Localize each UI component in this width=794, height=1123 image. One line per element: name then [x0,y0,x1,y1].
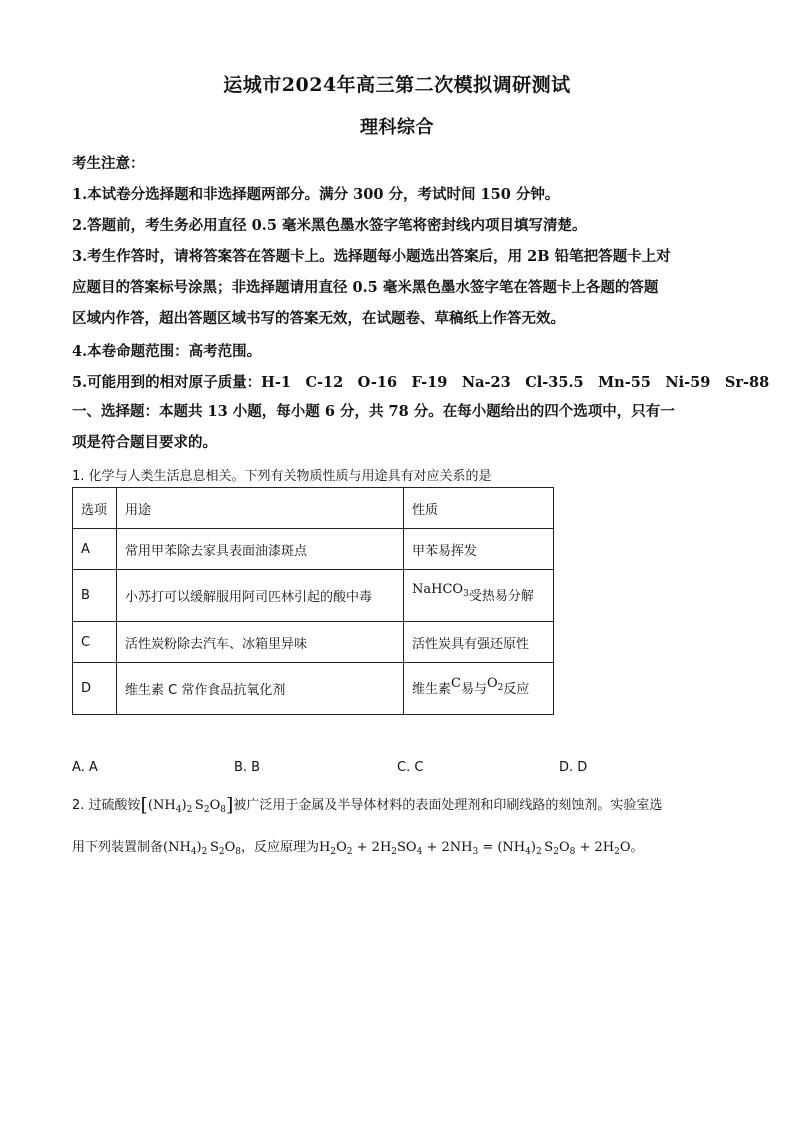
notice-item-2: 2.答题前，考生务必用直径 0.5 毫米黑色墨水签字笔将密封线内项目填写清楚。 [72,217,587,234]
property-text: 维生素 [412,682,452,697]
row-use: 小苏打可以缓解服用阿司匹林引起的酸中毒 [117,570,404,622]
notice-heading: 考生注意： [72,155,145,172]
row-option: C [73,622,117,663]
question-2-line-2 [72,836,732,857]
row-option: B [73,570,117,622]
table-row [73,663,554,715]
row-option: D [73,663,117,715]
choice-d[interactable]: D. D [559,760,588,775]
question-1-stem: 1. 化学与人类生活息息相关。下列有关物质性质与用途具有对应关系的是 [72,469,492,484]
header-option: 选项 [73,488,117,529]
section-heading-cont: 项是符合题目要求的。 [72,434,217,451]
q2-text: ，反应原理为 [241,840,320,855]
table-row [73,570,554,622]
row-property: 活性炭具有强还原性 [404,622,554,663]
notice-item-3-cont: 应题目的答案标号涂黑；非选择题请用直径 0.5 毫米黑色墨水签字笔在答题卡上各题的答题 [72,279,659,296]
row-property [404,663,554,715]
section-heading: 一、选择题：本题共 13 小题，每小题 6 分，共 78 分。在每小题给出的四个选项中，只有一 [72,403,675,420]
q2-text: 2. 过硫酸铵 [72,798,141,813]
table-row [73,622,554,663]
property-text: 受热易分解 [468,589,534,604]
formula-ammonium-persulfate: $(NH_4)_2$ $S_2O_8$ [163,840,242,857]
table-header-row [73,488,554,529]
formula-nh4-2s2o8: [$(NH_4)_2$ $S_2O_8$] [140,794,234,816]
choice-b[interactable]: B. B [234,760,261,775]
q2-text: 。 [630,840,644,855]
formula-nahco3: NaHCO$_3$ [412,582,469,599]
row-use: 维生素 C 常作食品抗氧化剂 [117,663,404,715]
property-text: 易与 [460,682,487,697]
row-option: A [73,529,117,570]
formula-c: C [451,676,461,691]
row-property [404,570,554,622]
row-use: 常用甲苯除去家具表面油漆斑点 [117,529,404,570]
row-property: 甲苯易挥发 [404,529,554,570]
exam-title: 运城市2024年高三第二次模拟调研测试 [223,74,571,96]
choice-c[interactable]: C. C [397,760,424,775]
q2-text: 被广泛用于金属及半导体材料的表面处理剂和印刷线路的刻蚀剂。实验室选 [233,798,663,813]
notice-item-3-end: 区域内作答，超出答题区域书写的答案无效，在试题卷、草稿纸上作答无效。 [72,310,565,327]
question-2-line-1 [72,794,732,816]
header-use: 用途 [117,488,404,529]
choice-a[interactable]: A. A [72,760,98,775]
formula-o2: $O_2$ [486,676,504,693]
row-use: 活性炭粉除去汽车、冰箱里异味 [117,622,404,663]
notice-item-1: 1.本试卷分选择题和非选择题两部分。满分 300 分，考试时间 150 分钟。 [72,186,560,203]
table-row [73,529,554,570]
notice-item-5: 5.可能用到的相对原子质量：H-1 C-12 O-16 F-19 Na-23 Cl-35.5 Mn-55 Ni-59 Sr-88 [72,374,770,391]
reaction-equation: $H_2O_2 + 2H_2SO_4 + 2NH_3 = (NH_4)_2$ $S_2O_8 + 2H_2O$ [319,840,631,857]
notice-item-3: 3.考生作答时，请将答案答在答题卡上。选择题每小题选出答案后，用 2B 铅笔把答题卡上对 [72,248,671,265]
exam-subtitle: 理科综合 [360,117,434,138]
header-property: 性质 [404,488,554,529]
property-text: 反应 [503,682,530,697]
notice-item-4: 4.本卷命题范围：高考范围。 [72,343,262,360]
options-table [72,487,554,715]
q2-text: 用下列装置制备 [72,840,164,855]
